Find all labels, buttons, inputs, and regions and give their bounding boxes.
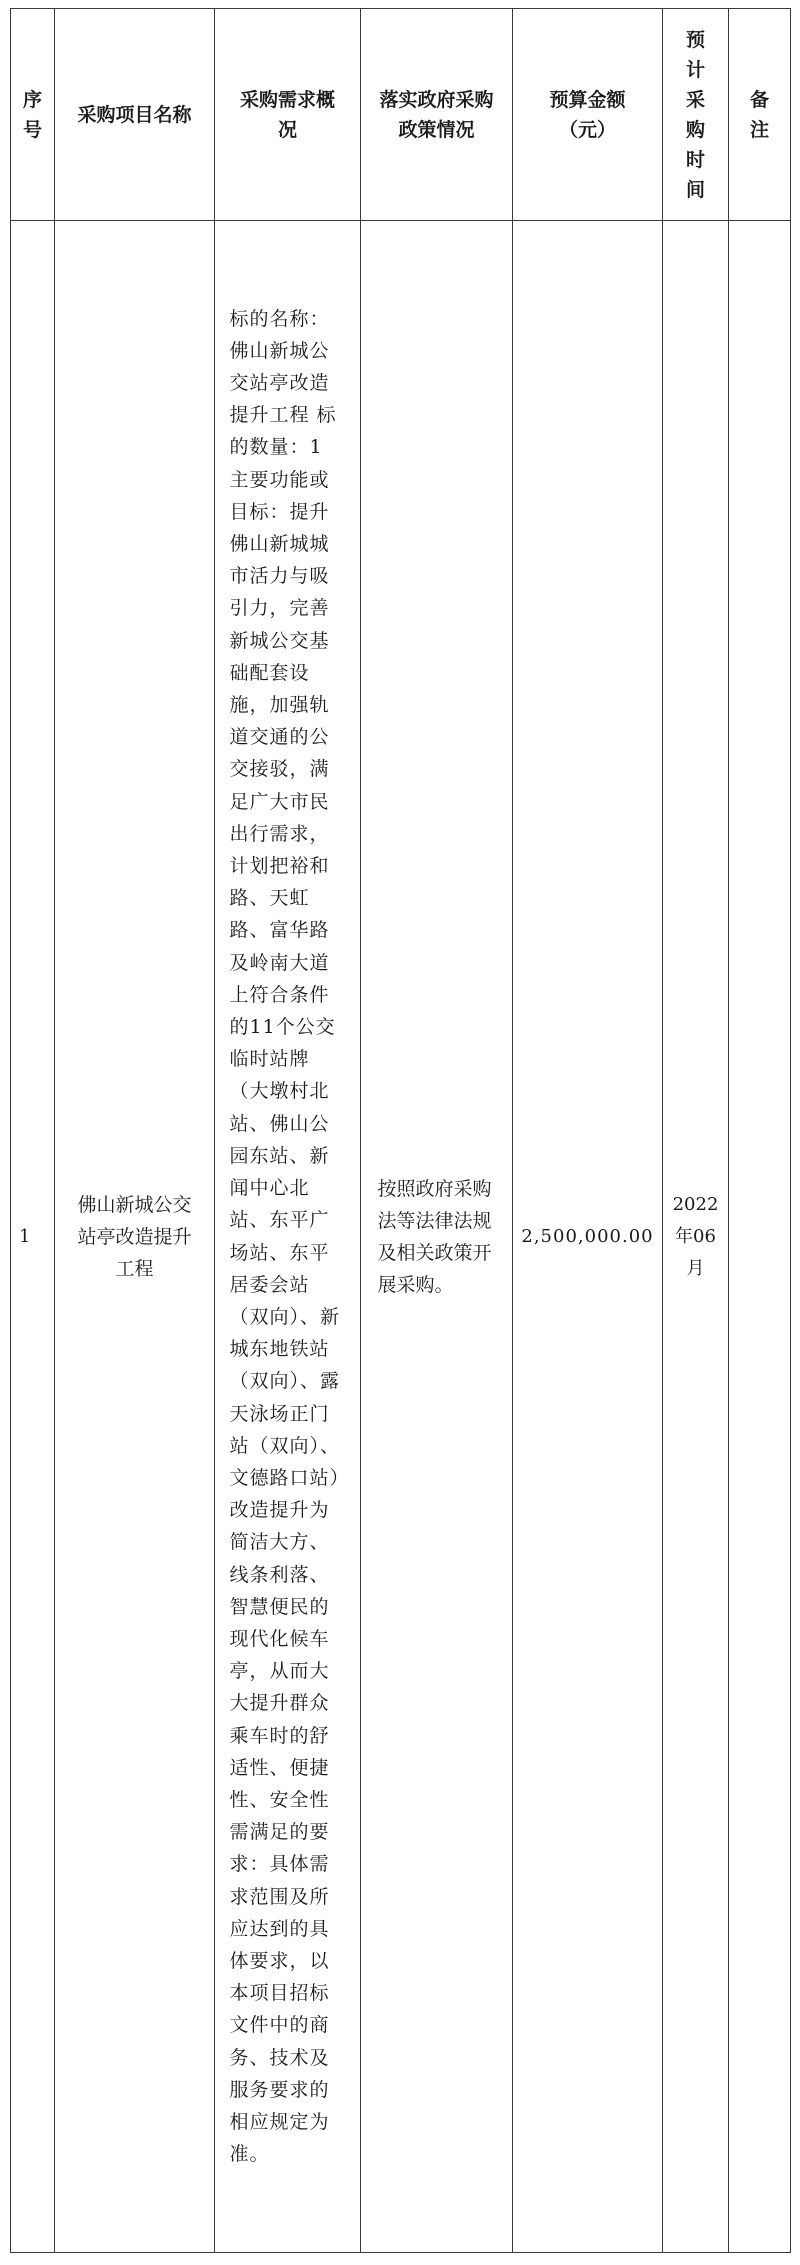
procurement-table-sheet — [10, 8, 790, 2253]
cell-demand-overview — [215, 221, 361, 2253]
header-project-name: 采购项目名称 — [55, 9, 215, 221]
cell-policy-implementation — [361, 221, 513, 2253]
policy-text: 按照政府采购法等法律法规及相关政策开展采购。 — [377, 1177, 492, 1296]
cell-project-name — [55, 221, 215, 2253]
cell-budget-amount: 2,500,000.00 — [513, 221, 663, 2253]
header-policy-implementation: 落实政府采购政策情况 — [361, 9, 513, 221]
cell-remarks — [729, 221, 791, 2253]
header-remarks: 备注 — [729, 9, 791, 221]
cell-seq: 1 — [11, 221, 55, 2253]
header-budget-amount: 预算金额（元） — [513, 9, 663, 221]
header-row — [11, 9, 791, 221]
cell-planned-time — [663, 221, 729, 2253]
planned-time-text: 2022年06月 — [672, 1193, 719, 1279]
header-seq: 序号 — [11, 9, 55, 221]
demand-overview-text: 标的名称：佛山新城公交站亭改造提升工程 标的数量：1 主要功能或目标：提升佛山新城城市活力与吸引力，完善新城公交基础配套设施，加强轨道交通的公交接驳，满足广大市民出行需求，计划把裕和路、天虹路、富华路及岭南大道上符合条件的11个公交临时站牌（大墩村北站、佛山公园东站、新闻中心北站、东平广场站、东平居委会站（双向）、新城东地铁站（双向）、露天泳场正门站（双向）、文德路口站）改造提升为简洁大方、线条利落、智慧便民的现代化候车亭，从而大大提升群众乘车时的舒适性、便捷性、安全性 需满足的要求：具体需求范围及所应达到的具体要求，以本项目招标文件中的商务、技术及服务要求的相应规定为准。 — [229, 307, 341, 2166]
header-planned-time: 预计采购时间 — [663, 9, 729, 221]
header-demand-overview: 采购需求概况 — [215, 9, 361, 221]
project-name-text: 佛山新城公交站亭改造提升工程 — [77, 1193, 192, 1280]
table-row — [11, 221, 791, 2253]
procurement-plan-table — [10, 8, 791, 2253]
